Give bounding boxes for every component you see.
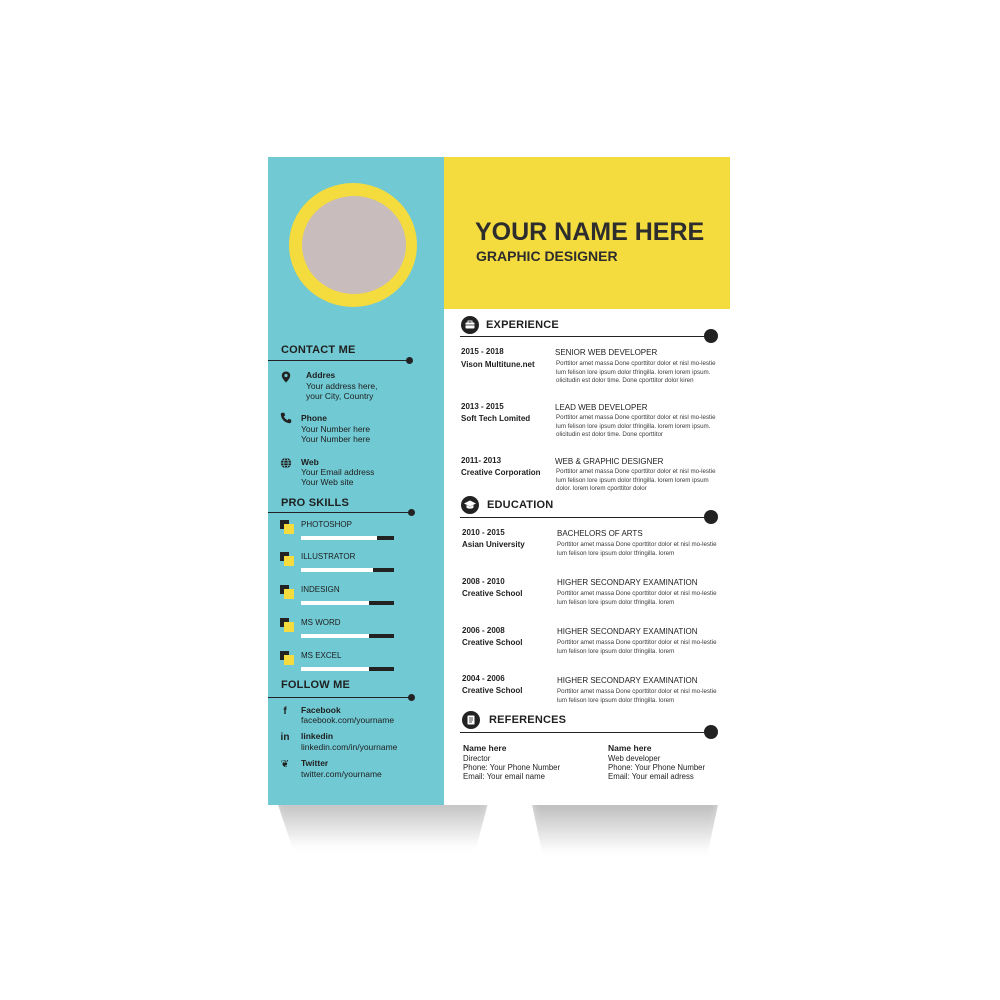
reference-name: Name here bbox=[463, 743, 507, 753]
education-description: Porttitor amet massa Done cporttitor dolor et nisl mo-lestie lum felison lore ipsum dolor tfringilla. lorem bbox=[557, 639, 717, 655]
skill-square-icon bbox=[280, 651, 294, 665]
contact-address-label: Addres bbox=[306, 370, 336, 380]
education-institution: Asian University bbox=[462, 540, 525, 549]
experience-rule-dot bbox=[704, 329, 718, 343]
skill-name: ILLUSTRATOR bbox=[301, 552, 356, 561]
contact-rule bbox=[268, 360, 408, 361]
follow-rule-dot bbox=[408, 694, 415, 701]
education-institution: Creative School bbox=[462, 638, 523, 647]
reference-role: Web developer bbox=[608, 754, 661, 763]
skills-rule-dot bbox=[408, 509, 415, 516]
contact-web-line-2: Your Web site bbox=[301, 477, 354, 487]
briefcase-icon bbox=[461, 316, 479, 334]
education-degree: HIGHER SECONDARY EXAMINATION bbox=[557, 627, 698, 636]
social-facebook-label: Facebook bbox=[301, 705, 341, 715]
phone-icon bbox=[280, 412, 292, 424]
education-institution: Creative School bbox=[462, 589, 523, 598]
document-icon bbox=[462, 711, 480, 729]
twitter-icon[interactable]: ❦ bbox=[280, 759, 290, 770]
education-description: Porttitor amet massa Done cporttitor dolor et nisl mo-lestie lum felison lore ipsum dolor tfringilla. lorem bbox=[557, 590, 717, 606]
contact-web-line-1: Your Email address bbox=[301, 467, 375, 477]
reference-phone: Phone: Your Phone Number bbox=[608, 763, 706, 772]
skill-bar-track bbox=[301, 601, 394, 605]
resume-role: GRAPHIC DESIGNER bbox=[476, 248, 618, 264]
skill-square-icon bbox=[280, 552, 294, 566]
experience-description: Porttitor amet massa Done cporttitor dolor et nisl mo-lestie lum felison lore ipsum dolor tfringilla. lorem lorem ipsum dolor. lorem lorem cporttitor dolor bbox=[556, 468, 716, 493]
education-years: 2004 - 2006 bbox=[462, 674, 505, 683]
contact-phone-label: Phone bbox=[301, 413, 327, 423]
graduation-cap-icon bbox=[461, 496, 479, 514]
reference-phone: Phone: Your Phone Number bbox=[463, 763, 561, 772]
experience-years: 2015 - 2018 bbox=[461, 347, 504, 356]
social-twitter-label: Twitter bbox=[301, 758, 329, 768]
contact-phone-line-2: Your Number here bbox=[301, 434, 371, 444]
skill-bar-track bbox=[301, 536, 394, 540]
education-degree: HIGHER SECONDARY EXAMINATION bbox=[557, 578, 698, 587]
contact-rule-dot bbox=[406, 357, 413, 364]
skill-bar-track bbox=[301, 634, 394, 638]
page-shadow-right bbox=[530, 796, 720, 866]
education-rule-dot bbox=[704, 510, 718, 524]
skill-bar-fill bbox=[301, 601, 369, 605]
profile-photo-placeholder bbox=[302, 196, 406, 294]
experience-job-title: SENIOR WEB DEVELOPER bbox=[555, 348, 658, 357]
facebook-icon[interactable]: f bbox=[283, 706, 287, 717]
experience-years: 2011- 2013 bbox=[461, 456, 502, 465]
experience-org: Vison Multitune.net bbox=[461, 360, 535, 369]
skill-bar-fill bbox=[301, 536, 377, 540]
social-linkedin-label: linkedin bbox=[301, 731, 334, 741]
references-title: REFERENCES bbox=[489, 714, 567, 726]
education-years: 2010 - 2015 bbox=[462, 528, 505, 537]
globe-icon bbox=[280, 457, 292, 469]
skill-bar-fill bbox=[301, 667, 369, 671]
reference-name: Name here bbox=[608, 743, 652, 753]
linkedin-icon[interactable]: in bbox=[280, 732, 290, 743]
skill-bar-fill bbox=[301, 568, 373, 572]
follow-title: FOLLOW ME bbox=[281, 679, 351, 691]
skill-name: PHOTOSHOP bbox=[301, 520, 352, 529]
experience-job-title: WEB & GRAPHIC DESIGNER bbox=[555, 457, 664, 466]
reference-email: Email: Your email adress bbox=[608, 772, 694, 781]
follow-rule bbox=[268, 697, 410, 698]
skill-square-icon bbox=[280, 585, 294, 599]
experience-org: Soft Tech Lomited bbox=[461, 414, 531, 423]
education-rule bbox=[460, 517, 708, 518]
contact-phone-line-1: Your Number here bbox=[301, 424, 371, 434]
references-rule bbox=[460, 732, 708, 733]
education-institution: Creative School bbox=[462, 686, 523, 695]
contact-address-line-1: Your address here, bbox=[306, 381, 378, 391]
experience-years: 2013 - 2015 bbox=[461, 402, 504, 411]
skills-title: PRO SKILLS bbox=[281, 497, 350, 509]
education-description: Porttitor amet massa Done cporttitor dolor et nisl mo-lestie lum felison lore ipsum dolor tfringilla. lorem bbox=[557, 541, 717, 557]
skills-rule bbox=[268, 512, 410, 513]
page-shadow-left bbox=[275, 796, 490, 860]
skill-name: INDESIGN bbox=[301, 585, 340, 594]
education-description: Porttitor amet massa Done cporttitor dolor et nisl mo-lestie lum felison lore ipsum dolor tfringilla. lorem bbox=[557, 688, 717, 704]
experience-description: Porttitor amet massa Done cporttitor dolor et nisl mo-lestie lum felison lore ipsum dolor tfringilla. lorem lorem ipsum. olicitudin est dolor time. Done cporttitor dolor kiren bbox=[556, 360, 716, 385]
references-rule-dot bbox=[704, 725, 718, 739]
skill-bar-track bbox=[301, 568, 394, 572]
skill-name: MS WORD bbox=[301, 618, 341, 627]
education-years: 2008 - 2010 bbox=[462, 577, 505, 586]
skill-square-icon bbox=[280, 618, 294, 632]
experience-description: Porttitor amet massa Done cporttitor dolor et nisl mo-lestie lum felison lore ipsum dolor tfringilla. lorem lorem ipsum. olicitudin est dolor time. Done cporttitor bbox=[556, 414, 716, 439]
experience-org: Creative Corporation bbox=[461, 468, 541, 477]
reference-email: Email: Your email name bbox=[463, 772, 545, 781]
education-degree: BACHELORS OF ARTS bbox=[557, 529, 643, 538]
skill-bar-fill bbox=[301, 634, 369, 638]
contact-title: CONTACT ME bbox=[281, 344, 356, 356]
social-twitter-handle[interactable]: twitter.com/yourname bbox=[301, 769, 382, 779]
social-facebook-handle[interactable]: facebook.com/yourname bbox=[301, 715, 395, 725]
social-linkedin-handle[interactable]: linkedin.com/in/yourname bbox=[301, 742, 398, 752]
skill-name: MS EXCEL bbox=[301, 651, 342, 660]
reference-role: Director bbox=[463, 754, 491, 763]
contact-address-line-2: your City, Country bbox=[306, 391, 374, 401]
skill-bar-track bbox=[301, 667, 394, 671]
experience-job-title: LEAD WEB DEVELOPER bbox=[555, 403, 648, 412]
location-pin-icon bbox=[280, 371, 292, 383]
education-years: 2006 - 2008 bbox=[462, 626, 505, 635]
experience-rule bbox=[460, 336, 708, 337]
skill-square-icon bbox=[280, 520, 294, 534]
resume-name: YOUR NAME HERE bbox=[475, 218, 705, 246]
contact-web-label: Web bbox=[301, 457, 319, 467]
experience-title: EXPERIENCE bbox=[486, 319, 559, 331]
education-title: EDUCATION bbox=[487, 499, 554, 511]
education-degree: HIGHER SECONDARY EXAMINATION bbox=[557, 676, 698, 685]
